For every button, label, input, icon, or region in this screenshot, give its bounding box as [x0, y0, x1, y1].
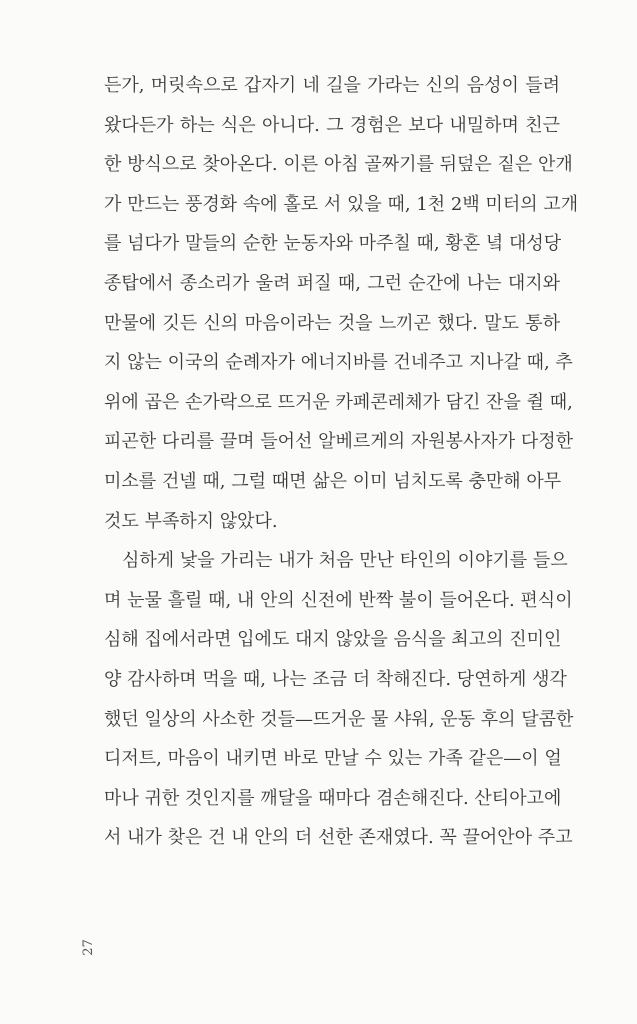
- text-line: 며 눈물 흘릴 때, 내 안의 신전에 반짝 불이 들어온다. 편식이: [104, 589, 573, 611]
- text-line: 디저트, 마음이 내키면 바로 만날 수 있는 가족 같은—이 얼: [104, 748, 562, 770]
- text-line: 만물에 깃든 신의 마음이라는 것을 느끼곤 했다. 말도 통하: [104, 312, 560, 334]
- text-line: 미소를 건넬 때, 그럴 때면 삶은 이미 넘치도록 충만해 아무: [104, 470, 562, 492]
- text-line: 를 넘다가 말들의 순한 눈동자와 마주칠 때, 황혼 녘 대성당: [104, 233, 562, 255]
- text-line: 서 내가 찾은 건 내 안의 더 선한 존재였다. 꼭 끌어안아 주고: [104, 827, 573, 849]
- text-line: 왔다든가 하는 식은 아니다. 그 경험은 보다 내밀하며 친근: [104, 114, 560, 136]
- text-line: 위에 곱은 손가락으로 뜨거운 카페콘레체가 담긴 잔을 쥘 때,: [104, 391, 573, 413]
- page-number: 27: [80, 939, 96, 956]
- text-line: 피곤한 다리를 끌며 들어선 알베르게의 자원봉사자가 다정한: [104, 431, 574, 453]
- text-line: 가 만드는 풍경화 속에 홀로 서 있을 때, 1천 2백 미터의 고개: [104, 193, 579, 215]
- text-line: 종탑에서 종소리가 울려 퍼질 때, 그런 순간에 나는 대지와: [104, 272, 560, 294]
- paragraph-end-line: 것도 부족하지 않았다.: [104, 510, 278, 532]
- text-line: 했던 일상의 사소한 것들—뜨거운 물 샤워, 운동 후의 달콤한: [104, 708, 574, 730]
- paragraph-start-line: 심하게 낯을 가리는 내가 처음 만난 타인의 이야기를 들으: [122, 550, 568, 572]
- text-line: 든가, 머릿속으로 갑자기 네 길을 가라는 신의 음성이 들려: [104, 75, 560, 96]
- text-line: 양 감사하며 먹을 때, 나는 조금 더 착해진다. 당연하게 생각: [104, 668, 567, 690]
- text-line: 심해 집에서라면 입에도 대지 않았을 음식을 최고의 진미인: [104, 629, 562, 651]
- body-text: [104, 66, 579, 858]
- text-line: 마나 귀한 것인지를 깨달을 때마다 겸손해진다. 산티아고에: [104, 787, 562, 809]
- text-line: 지 않는 이국의 순례자가 에너지바를 건네주고 지나갈 때, 추: [104, 352, 573, 374]
- text-line: 한 방식으로 찾아온다. 이른 아침 골짜기를 뒤덮은 짙은 안개: [104, 154, 573, 176]
